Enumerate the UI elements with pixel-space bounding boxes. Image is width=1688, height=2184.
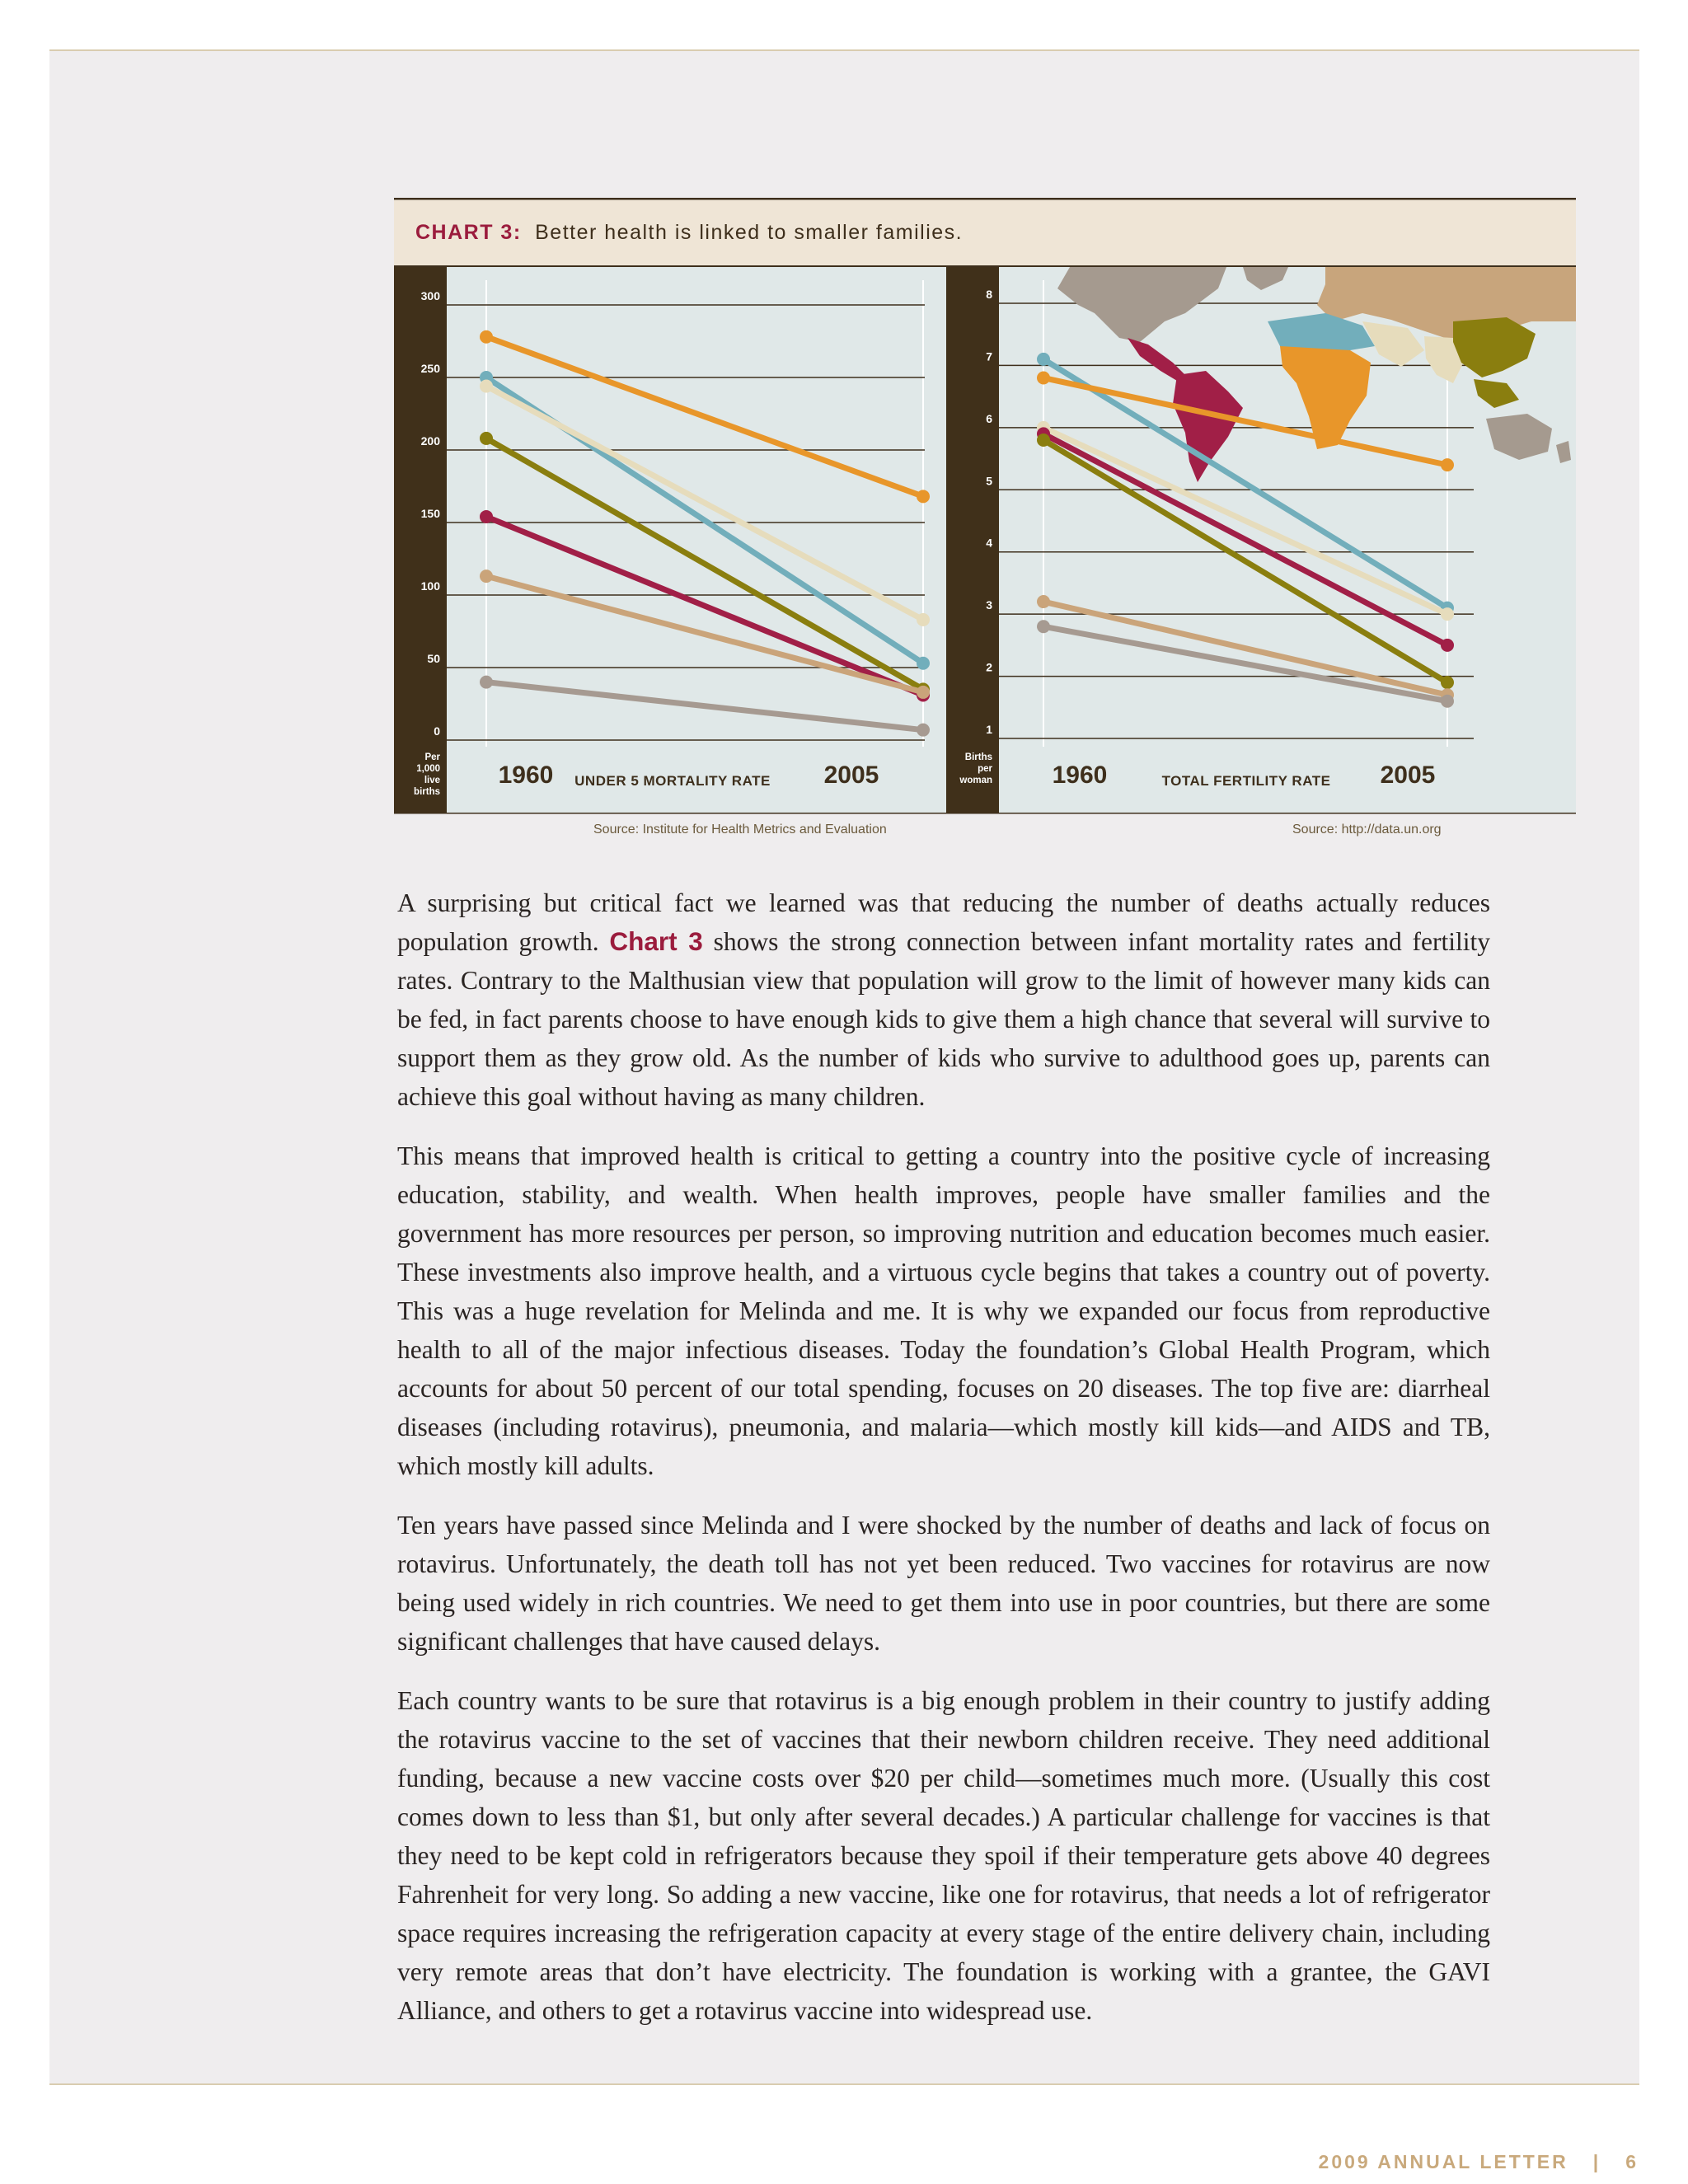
- mortality-y-tick-label: 0: [434, 724, 440, 738]
- mortality-point-2005-3: [917, 613, 930, 626]
- fertility-point-2005-7: [1441, 695, 1454, 708]
- fertility-x-label-1960: 1960: [1052, 762, 1108, 789]
- fertility-point-2005-3: [1441, 607, 1454, 621]
- paragraph-2: This means that improved health is critical to getting a country into the positive cycle of increasing education, stability, and wealth. When health improves, people have smaller families and the government has more resources per person, so improving nutrition and education becomes much easier. These investments also improve health, and a virtuous cycle begins that takes a country out of poverty. This was a huge revelation for Melinda and me. It is why we expanded our focus from reproductive health to all of the major infectious diseases. Today the foundation’s Global Health Program, which accounts for about 50 percent of our total spending, focuses on 20 diseases. The top five are: diarrheal diseases (including rotavirus), pneumonia, and malaria—which mostly kill kids—and AIDS and TB, which mostly kill adults.: [397, 1141, 1490, 1480]
- mortality-source: Source: Institute for Health Metrics and Evaluation: [593, 823, 887, 837]
- chart-3: [394, 198, 1576, 837]
- fertility-point-2005-2: [1441, 458, 1454, 471]
- footer-separator: |: [1592, 2151, 1601, 2172]
- mortality-point-1960-5: [480, 510, 493, 523]
- fertility-y-tick-label: 4: [986, 536, 992, 550]
- fertility-point-1960-7: [1037, 620, 1050, 633]
- fertility-source: Source: http://data.un.org: [1292, 823, 1442, 837]
- fertility-point-2005-5: [1441, 676, 1454, 689]
- mortality-point-2005-2: [917, 657, 930, 670]
- mortality-y-axis-label-line: births: [414, 787, 440, 797]
- paragraph-3: Ten years have passed since Melinda and I were shocked by the number of deaths and lack of focus on rotavirus. Unfortunately, the death toll has not yet been reduced. Two vaccines for rotavirus are now being used widely in rich countries. We need to get them into use in poor countries, but there are some significant challenges that have caused delays.: [397, 1511, 1490, 1656]
- mortality-x-label-1960: 1960: [498, 762, 554, 789]
- fertility-y-tick-label: 3: [986, 598, 992, 612]
- mortality-y-tick-label: 200: [420, 434, 440, 448]
- mortality-point-2005-1: [917, 490, 930, 503]
- fertility-point-2005-4: [1441, 639, 1454, 652]
- mortality-y-tick-label: 250: [420, 362, 440, 375]
- fertility-y-tick-label: 8: [986, 288, 992, 301]
- chart-3-reference: Chart 3: [609, 926, 703, 956]
- fertility-y-tick-label: 7: [986, 349, 992, 363]
- mortality-chart-title: UNDER 5 MORTALITY RATE: [574, 773, 771, 789]
- fertility-y-tick-label: 2: [986, 660, 992, 674]
- mortality-point-1960-6: [480, 569, 493, 583]
- mortality-y-tick-label: 100: [420, 579, 440, 593]
- fertility-y-axis-label-line: Births: [964, 752, 992, 762]
- fertility-y-tick-label: 1: [986, 723, 992, 736]
- mortality-y-tick-label: 300: [420, 289, 440, 302]
- footer-title: 2009 ANNUAL LETTER: [1318, 2151, 1568, 2172]
- fertility-point-1960-5: [1037, 434, 1050, 447]
- chart-header-title: CHART 3: Better health is linked to smaller families.: [415, 221, 964, 244]
- mortality-y-axis-label-line: Per: [424, 752, 440, 762]
- article-body: [397, 883, 1490, 2050]
- page-footer: [1319, 2151, 1639, 2173]
- paragraph-1: A surprising but critical fact we learned was that reducing the number of deaths actually reduces population growth. Chart 3 shows the strong connection between infant mortality rates and fertility rates. Contrary to the Malthusian view that population will grow to the limit of however many kids can be fed, in fact parents choose to have enough kids to give them a high chance that several will survive to support them as they grow old. As the number of kids who survive to adulthood goes up, parents can achieve this goal without having as many children.: [397, 888, 1490, 1111]
- mortality-point-1960-7: [480, 676, 493, 689]
- fertility-y-axis-label-line: per: [978, 764, 992, 774]
- fertility-y-tick-label: 6: [986, 411, 992, 425]
- fertility-chart-title: TOTAL FERTILITY RATE: [1161, 773, 1331, 789]
- fertility-point-1960-1: [1037, 353, 1050, 366]
- chart-graphic: [394, 198, 1576, 814]
- mortality-y-axis-label-line: 1,000: [416, 764, 440, 774]
- fertility-x-label-2005: 2005: [1380, 762, 1436, 789]
- mortality-point-2005-7: [917, 724, 930, 737]
- fertility-point-1960-2: [1037, 372, 1050, 385]
- mortality-point-1960-3: [480, 380, 493, 393]
- mortality-point-1960-1: [480, 330, 493, 344]
- mortality-y-tick-label: 50: [427, 652, 440, 665]
- mortality-y-axis-label-line: live: [424, 776, 440, 785]
- page-number: 6: [1625, 2151, 1639, 2172]
- paragraph-4: Each country wants to be sure that rotavirus is a big enough problem in their country to justify adding the rotavirus vaccine to the set of vaccines that their newborn children receive. They need additional funding, because a new vaccine costs over $20 per child—sometimes much more. (Usually this cost comes down to less than $1, but only after several decades.) A particular challenge for vaccines is that they need to be kept cold in refrigerators because they spoil if their temperature gets above 40 degrees Fahrenheit for very long. So adding a new vaccine, like one for rotavirus, that needs a lot of refrigerator space requires increasing the refrigeration capacity at every stage of the entire delivery chain, including very remote areas that don’t have electricity. The foundation is working with a grantee, the GAVI Alliance, and others to get a rotavirus vaccine into widespread use.: [397, 1686, 1490, 2025]
- fertility-y-tick-label: 5: [986, 474, 992, 488]
- mortality-x-label-2005: 2005: [823, 762, 879, 789]
- mortality-point-2005-6: [917, 686, 930, 699]
- mortality-point-1960-4: [480, 432, 493, 445]
- fertility-point-1960-6: [1037, 595, 1050, 608]
- fertility-y-axis-label-line: woman: [959, 776, 992, 785]
- mortality-y-tick-label: 150: [420, 507, 440, 520]
